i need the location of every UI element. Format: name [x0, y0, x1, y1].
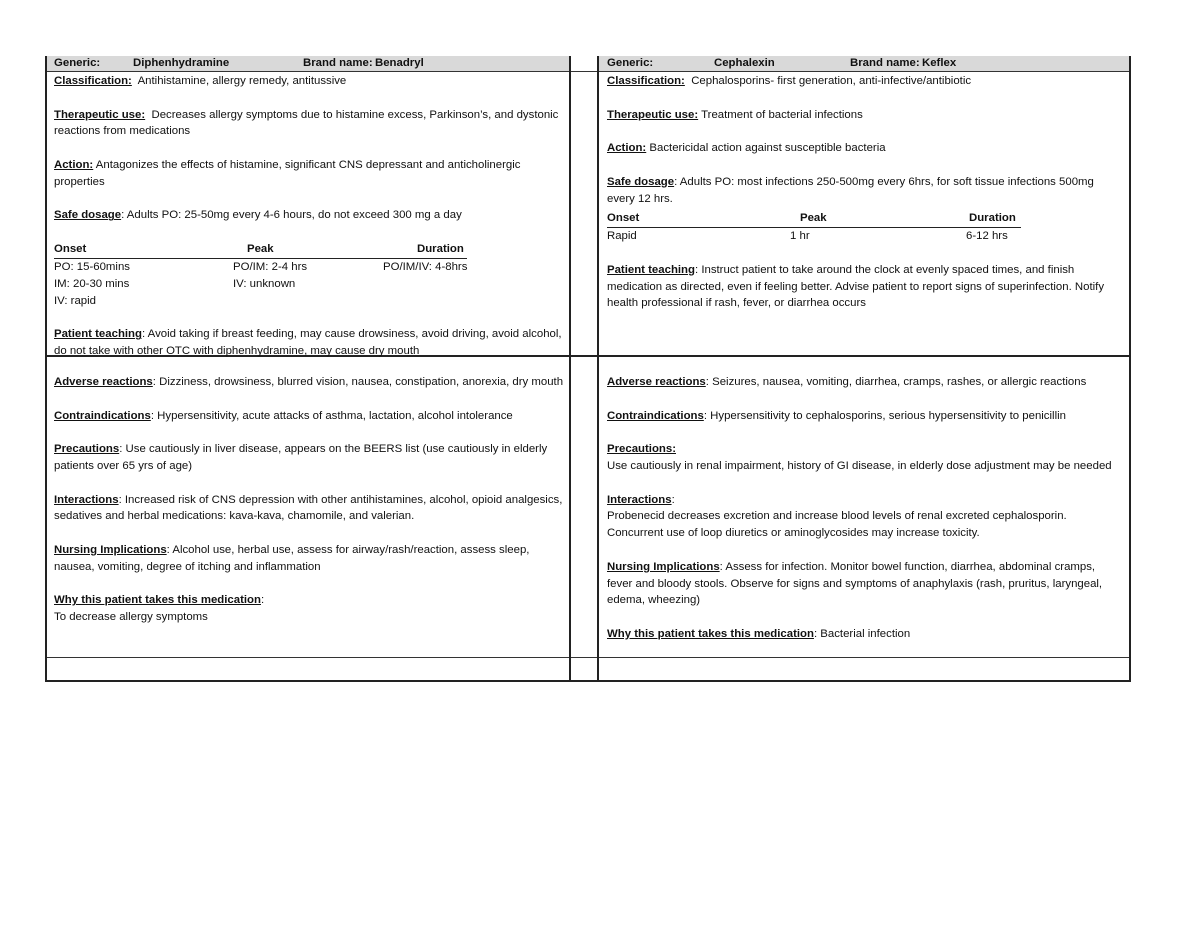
adverse-reactions-text: : Seizures, nausea, vomiting, diarrhea, cramps, rashes, or allergic reactions	[705, 376, 1087, 388]
right-border	[1129, 56, 1131, 682]
right-overview-cell	[607, 73, 1123, 312]
precautions-text: Use cautiously in renal impairment, history of GI disease, in elderly dose adjustment may be needed	[607, 459, 1112, 472]
action-label: Action:	[607, 142, 647, 155]
precautions-text: : Use cautiously in liver disease, appears on the BEERS list (use cautiously in elderly patients over 65 yrs of age)	[54, 443, 548, 472]
drug-card-table	[45, 56, 1131, 682]
contraindications-text: : Hypersensitivity, acute attacks of asthma, lactation, alcohol intolerance	[150, 409, 513, 422]
patient-teaching-label: Patient teaching	[54, 328, 142, 341]
kinetics-cell: IV: unknown	[233, 277, 296, 290]
why-label: Why this patient takes this medication	[607, 627, 814, 640]
kinetics-row	[54, 276, 566, 293]
contraindications-text: : Hypersensitivity to cephalosporins, serious hypersensitivity to penicillin	[703, 409, 1066, 422]
therapeutic-use-text: Decreases allergy symptoms due to histamine excess, Parkinson’s, and dystonic reactions from medications	[54, 108, 559, 138]
gap-header	[571, 56, 597, 71]
why-text: : Bacterial infection	[813, 627, 911, 640]
action-text: Antagonizes the effects of histamine, significant CNS depressant and anticholinergic properties	[54, 158, 521, 188]
why-text: To decrease allergy symptoms	[54, 611, 208, 624]
duration-header: Duration	[417, 242, 464, 255]
interactions-colon: :	[671, 493, 675, 506]
safe-dosage-label: Safe dosage	[54, 209, 122, 222]
footer-divider	[45, 657, 1131, 658]
why-label: Why this patient takes this medication	[54, 594, 261, 607]
kinetics-row	[54, 293, 566, 310]
kinetics-cell: Rapid	[607, 230, 637, 243]
adverse-reactions-label: Adverse reactions	[607, 376, 706, 388]
interactions-label: Interactions	[54, 493, 119, 506]
left-overview-cell	[54, 73, 566, 360]
interactions-text: : Increased risk of CNS depression with other antihistamines, alcohol, opioid analgesics, sedatives and herbal medications: kava-kava, chamomile, and valerian.	[54, 493, 563, 523]
duration-header: Duration	[969, 212, 1016, 225]
patient-teaching-label: Patient teaching	[607, 263, 695, 276]
classification-text: Antihistamine, allergy remedy, antitussive	[137, 75, 347, 87]
nursing-implications-label: Nursing Implications	[54, 543, 167, 556]
header-divider	[45, 71, 1131, 72]
right-safety-cell	[607, 374, 1123, 643]
precautions-label: Precautions	[54, 443, 120, 456]
kinetics-header-row	[54, 241, 467, 259]
peak-header: Peak	[800, 212, 827, 225]
kinetics-row	[54, 259, 566, 276]
onset-header: Onset	[607, 212, 640, 225]
left-header	[47, 56, 569, 71]
therapeutic-use-label: Therapeutic use:	[54, 108, 146, 121]
nursing-implications-label: Nursing Implications	[607, 560, 720, 573]
kinetics-cell: 1 hr	[790, 230, 810, 243]
precautions-label: Precautions:	[607, 443, 676, 456]
classification-text: Cephalosporins- first generation, anti-infective/antibiotic	[691, 75, 972, 87]
adverse-reactions-label: Adverse reactions	[54, 376, 153, 388]
left-generic-label: Generic:	[54, 57, 101, 69]
table-bottom-border	[45, 680, 1131, 682]
kinetics-cell: IM: 20-30 mins	[54, 277, 130, 290]
action-text: Bactericidal action against susceptible bacteria	[649, 142, 886, 155]
left-brand-label: Brand name:	[303, 57, 373, 69]
peak-header: Peak	[247, 242, 274, 255]
right-brand-label: Brand name:	[850, 57, 920, 69]
right-header	[599, 56, 1129, 71]
kinetics-header-row	[607, 210, 1021, 228]
left-generic-name: Diphenhydramine	[133, 57, 230, 69]
interactions-text: Probenecid decreases excretion and increase blood levels of renal excreted cephalosporin. Concurrent use of loop diuretics or aminoglycosides may increase toxicity.	[607, 510, 1067, 540]
kinetics-cell: 6-12 hrs	[966, 230, 1008, 243]
safe-dosage-text: : Adults PO: most infections 250-500mg every 6hrs, for soft tissue infections 500mg every 12 hrs.	[607, 175, 1094, 205]
kinetics-cell: IV: rapid	[54, 294, 96, 307]
therapeutic-use-label: Therapeutic use:	[607, 108, 699, 121]
contraindications-label: Contraindications	[607, 409, 704, 422]
adverse-reactions-text: : Dizziness, drowsiness, blurred vision, nausea, constipation, anorexia, dry mouth	[152, 376, 564, 388]
classification-label: Classification:	[607, 75, 685, 87]
onset-header: Onset	[54, 242, 87, 255]
kinetics-cell: PO/IM/IV: 4-8hrs	[383, 260, 468, 273]
safe-dosage-text: : Adults PO: 25-50mg every 4-6 hours, do not exceed 300 mg a day	[121, 209, 462, 222]
classification-label: Classification:	[54, 75, 132, 87]
kinetics-row	[607, 228, 1123, 245]
why-colon: :	[260, 594, 265, 607]
safe-dosage-label: Safe dosage	[607, 175, 675, 188]
left-border	[45, 56, 47, 682]
nursing-implications-text: : Assess for infection. Monitor bowel function, diarrhea, abdominal cramps, fever and bloody stools. Observe for signs and symptoms of anaphylaxis (rash, pruritus, laryngeal, edema, wheezing)	[607, 560, 1103, 607]
left-safety-cell	[54, 374, 566, 626]
nursing-implications-text: : Alcohol use, herbal use, assess for airway/rash/reaction, assess sleep, nausea, vomiting, degree of itching and inflammation	[54, 543, 530, 573]
gap-right-border	[597, 56, 599, 682]
patient-teaching-text: : Avoid taking if breast feeding, may cause drowsiness, avoid driving, avoid alcohol, do not take with other OTC with diphenhydramine, may cause dry mouth	[54, 328, 562, 357]
gap-left-border	[569, 56, 571, 682]
right-generic-name: Cephalexin	[714, 57, 775, 69]
left-brand-name: Benadryl	[375, 57, 424, 69]
therapeutic-use-text: Treatment of bacterial infections	[701, 108, 863, 121]
kinetics-cell: PO/IM: 2-4 hrs	[233, 260, 308, 273]
interactions-label: Interactions	[607, 493, 672, 506]
action-label: Action:	[54, 158, 94, 171]
right-brand-name: Keflex	[922, 57, 957, 69]
kinetics-cell: PO: 15-60mins	[54, 260, 130, 273]
contraindications-label: Contraindications	[54, 409, 151, 422]
right-generic-label: Generic:	[607, 57, 654, 69]
patient-teaching-text: : Instruct patient to take around the clock at evenly spaced times, and finish medication as directed, even if feeling better. Advise patient to report signs of superinfection. Notify health professional if rash, fever, or diarrhea occurs	[607, 263, 1105, 310]
